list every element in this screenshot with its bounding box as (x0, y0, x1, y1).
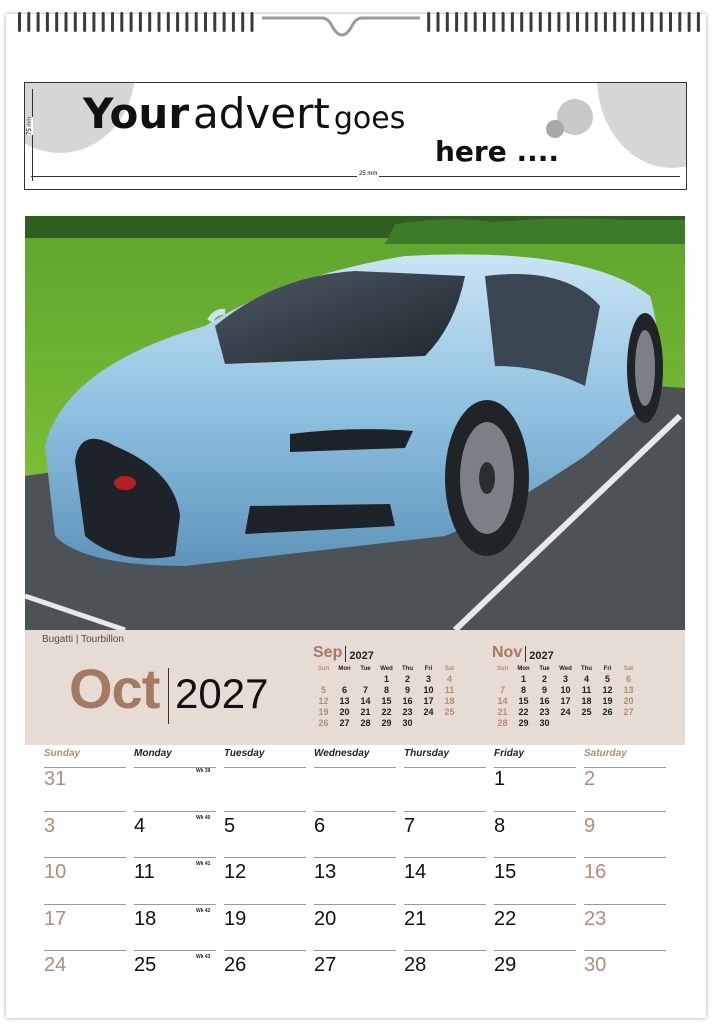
mini-day-cell: 16 (402, 695, 413, 706)
mini-day-cell (313, 673, 334, 684)
day-cell: 28 (404, 954, 427, 976)
mini-day-cell (492, 673, 513, 684)
week-number-label: Wk 40 (196, 814, 211, 821)
advert-word-advert: advert (193, 89, 330, 138)
binding-ring (83, 12, 86, 32)
cell-divider (404, 767, 486, 768)
cell-divider (224, 857, 306, 858)
binding-ring (548, 12, 551, 32)
binding-ring (539, 12, 542, 32)
mini-day-cell: 15 (518, 695, 529, 706)
advert-subline: here .... (435, 135, 560, 168)
binding-ring (241, 12, 244, 32)
binding-ring (502, 12, 505, 32)
week-number-label: Wk 41 (196, 861, 211, 867)
mini-day-cell: 16 (539, 695, 550, 706)
mini-day-cell: 2 (541, 673, 547, 684)
binding-ring (251, 12, 254, 32)
mini-day-cell: 22 (518, 706, 529, 717)
cell-divider (584, 767, 666, 768)
binding-ring (65, 12, 68, 32)
day-cell: 29 (494, 954, 517, 976)
weekday-header-thursday: Thursday (404, 748, 450, 759)
mini-day-cell: 25 (581, 706, 592, 717)
mini-weekday-header: Sat (444, 665, 455, 672)
cell-divider (494, 811, 576, 812)
mini-day-cell (418, 717, 439, 728)
cell-divider (584, 904, 666, 905)
mini-day-cell: 13 (339, 695, 350, 706)
day-cell: 27 (314, 954, 337, 976)
day-cell: 7 (404, 814, 416, 837)
cell-divider (314, 767, 396, 768)
binding-ring (530, 12, 533, 32)
day-cell: 20 (314, 907, 337, 930)
day-cell: 18 (134, 907, 157, 930)
binding-ring (37, 12, 40, 32)
binding-ring (585, 12, 588, 32)
binding-ring (427, 12, 430, 32)
day-cell: 3 (44, 814, 56, 837)
cell-divider (584, 811, 666, 812)
day-cell: 2 (584, 768, 596, 790)
mini-day-cell: 24 (560, 706, 571, 717)
mini-weekday-header: Mon (338, 665, 351, 672)
cell-divider (314, 950, 396, 951)
mini-day-cell: 17 (423, 695, 434, 706)
binding-ring (632, 12, 635, 32)
binding-ring (185, 12, 188, 32)
binding-ring (213, 12, 216, 32)
binding-ring (437, 12, 440, 32)
binding-ring (176, 12, 179, 32)
mini-month-year: 2027 (529, 650, 554, 662)
cell-divider (134, 857, 216, 858)
mini-day-cell: 7 (499, 684, 505, 695)
mini-day-cell: 8 (383, 684, 389, 695)
mini-day-cell: 3 (425, 673, 431, 684)
binding-ring (474, 12, 477, 32)
mini-weekday-header: Wed (559, 665, 572, 672)
mini-day-cell: 23 (402, 706, 413, 717)
mini-day-cell: 2 (404, 673, 410, 684)
mini-weekday-header: Thu (402, 665, 413, 672)
current-month-name: Oct (69, 657, 160, 720)
mini-day-cell: 28 (497, 717, 508, 728)
cell-divider (404, 811, 486, 812)
binding-ring (195, 12, 198, 32)
cell-divider (44, 811, 126, 812)
binding-ring (139, 12, 142, 32)
mini-day-cell: 1 (383, 673, 389, 684)
width-dimension-line (31, 176, 680, 177)
cell-divider (494, 857, 576, 858)
binding-ring (492, 12, 495, 32)
binding-ring (455, 12, 458, 32)
binding-ring (55, 12, 58, 32)
car-illustration (25, 216, 685, 630)
mini-day-cell: 14 (497, 695, 508, 706)
day-cell: 25 (134, 954, 157, 976)
binding-ring (158, 12, 161, 32)
day-cell: 17 (44, 907, 67, 930)
mini-calendar-header (313, 644, 473, 662)
mini-day-cell: 15 (381, 695, 392, 706)
cell-divider (224, 904, 306, 905)
cell-divider (44, 857, 126, 858)
mini-day-cell: 18 (444, 695, 455, 706)
mini-calendar-table (313, 664, 460, 728)
day-cell: 11 (134, 861, 155, 883)
cell-divider (44, 904, 126, 905)
binding-ring (576, 12, 579, 32)
binding-ring (669, 12, 672, 32)
mini-day-cell: 19 (602, 695, 613, 706)
binding-ring (595, 12, 598, 32)
mini-day-cell: 9 (541, 684, 547, 695)
mini-weekday-header: Tue (360, 665, 371, 672)
advert-word-goes: goes (333, 101, 406, 136)
mini-calendar-previous (313, 644, 473, 728)
mini-day-cell: 1 (520, 673, 526, 684)
mini-day-cell (439, 717, 460, 728)
mini-day-cell: 14 (360, 695, 371, 706)
mini-day-cell: 29 (518, 717, 529, 728)
day-cell: 4 (134, 814, 146, 837)
cell-divider (134, 904, 216, 905)
mini-day-cell: 6 (341, 684, 347, 695)
cell-divider (224, 811, 306, 812)
binding-ring (111, 12, 114, 32)
mini-day-cell: 10 (560, 684, 571, 695)
cell-divider (134, 811, 216, 812)
mini-month-name: Nov (492, 644, 523, 661)
binding-ring (650, 12, 653, 32)
binding-ring (567, 12, 570, 32)
binding-ring (660, 12, 663, 32)
cell-divider (224, 767, 306, 768)
binding-ring (18, 12, 21, 32)
mini-day-cell: 20 (339, 706, 350, 717)
binding-ring (613, 12, 616, 32)
mini-day-cell: 5 (604, 673, 610, 684)
cell-divider (404, 950, 486, 951)
cell-divider (314, 857, 396, 858)
week-number-label: Wk 43 (196, 954, 211, 960)
mini-weekday-header: Thu (581, 665, 592, 672)
binding-ring (604, 12, 607, 32)
day-cell: 19 (224, 907, 247, 930)
day-cell: 6 (314, 814, 326, 837)
binding-ring (678, 12, 681, 32)
height-dimension-label: 75 mm (27, 116, 33, 135)
day-cell: 30 (584, 954, 607, 976)
day-cell: 24 (44, 954, 67, 976)
mini-day-cell: 23 (539, 706, 550, 717)
mini-day-cell (355, 673, 376, 684)
week-number-label: Wk 39 (196, 768, 211, 774)
mini-month-divider (345, 646, 346, 662)
mini-day-cell: 29 (381, 717, 392, 728)
day-cell: 16 (584, 861, 607, 883)
month-header-band (25, 630, 685, 745)
cell-divider (584, 950, 666, 951)
mini-day-cell: 3 (562, 673, 568, 684)
decor-circle (597, 82, 687, 168)
binding-ring (464, 12, 467, 32)
binding-ring (511, 12, 514, 32)
binding-ring (223, 12, 226, 32)
mini-day-cell: 4 (583, 673, 589, 684)
cell-divider (404, 857, 486, 858)
binding-ring (27, 12, 30, 32)
day-cell: 9 (584, 814, 596, 837)
day-cell: 21 (404, 907, 427, 930)
day-cell: 14 (404, 861, 427, 883)
weekday-header-wednesday: Wednesday (314, 748, 370, 759)
advert-word-your: Your (83, 89, 190, 138)
cell-divider (224, 950, 306, 951)
mini-weekday-header: Sun (496, 665, 509, 672)
week-number-label: Wk 42 (196, 907, 211, 914)
mini-month-name: Sep (313, 644, 343, 661)
mini-day-cell: 27 (339, 717, 350, 728)
mini-day-cell: 11 (581, 684, 592, 695)
binding-ring (92, 12, 95, 32)
mini-calendar-header (492, 644, 652, 662)
mini-day-cell: 6 (625, 673, 631, 684)
mini-weekday-header: Fri (603, 665, 612, 672)
cell-divider (404, 904, 486, 905)
mini-day-cell: 17 (560, 695, 571, 706)
cell-divider (494, 950, 576, 951)
mini-calendar-next (492, 644, 652, 728)
day-cell: 10 (44, 861, 67, 883)
binding-ring (557, 12, 560, 32)
mini-month-year: 2027 (349, 650, 374, 662)
advert-headline (83, 89, 405, 138)
binding-ring (167, 12, 170, 32)
binding-ring (688, 12, 691, 32)
day-cell: 23 (584, 907, 607, 930)
mini-day-cell: 20 (623, 695, 634, 706)
mini-day-cell: 13 (623, 684, 634, 695)
cell-divider (314, 811, 396, 812)
mini-weekday-header: Sun (317, 665, 330, 672)
car-photo (25, 216, 685, 630)
binding-ring (130, 12, 133, 32)
mini-day-cell: 9 (404, 684, 410, 695)
day-cell: 31 (44, 768, 67, 790)
mini-day-cell: 30 (539, 717, 550, 728)
mini-weekday-header: Wed (380, 665, 393, 672)
binding-ring (232, 12, 235, 32)
binding-ring (74, 12, 77, 32)
cell-divider (314, 904, 396, 905)
day-cell: 5 (224, 814, 236, 837)
binding-ring (148, 12, 151, 32)
binding-ring (520, 12, 523, 32)
weekday-header-friday: Friday (494, 748, 525, 759)
day-cell: 1 (494, 768, 506, 790)
mini-day-cell: 10 (423, 684, 434, 695)
mini-weekday-header: Tue (539, 665, 550, 672)
binding-ring (623, 12, 626, 32)
day-cell: 8 (494, 814, 506, 837)
mini-calendar-table (492, 664, 639, 728)
mini-day-cell: 21 (360, 706, 371, 717)
mini-day-cell: 21 (497, 706, 508, 717)
binding-ring (697, 12, 700, 32)
binding-ring (446, 12, 449, 32)
mini-day-cell: 19 (318, 706, 329, 717)
day-cell: 15 (494, 861, 517, 883)
mini-day-cell: 4 (446, 673, 452, 684)
wire-binding (0, 0, 714, 40)
day-cell: 22 (494, 907, 517, 930)
day-cell: 13 (314, 861, 337, 883)
cell-divider (584, 857, 666, 858)
weekday-header-sunday: Sunday (44, 748, 81, 759)
mini-day-cell: 26 (602, 706, 613, 717)
mini-weekday-header: Sat (623, 665, 634, 672)
month-divider (168, 668, 169, 724)
mini-day-cell: 8 (520, 684, 526, 695)
mini-day-cell (597, 717, 618, 728)
binding-ring (120, 12, 123, 32)
advert-box (24, 82, 687, 190)
mini-day-cell: 27 (623, 706, 634, 717)
mini-day-cell: 25 (444, 706, 455, 717)
weekday-header-monday: Monday (134, 748, 172, 759)
mini-day-cell: 28 (360, 717, 371, 728)
cell-divider (44, 950, 126, 951)
mini-day-cell: 11 (444, 684, 455, 695)
mini-month-divider (525, 646, 526, 662)
mini-day-cell: 18 (581, 695, 592, 706)
day-cell: 26 (224, 954, 247, 976)
binding-ring (483, 12, 486, 32)
height-dimension-line (32, 89, 33, 181)
weekday-header-saturday: Saturday (584, 748, 627, 759)
mini-day-cell: 7 (362, 684, 368, 695)
mini-day-cell: 12 (318, 695, 329, 706)
mini-day-cell (334, 673, 355, 684)
mini-weekday-header: Mon (517, 665, 530, 672)
mini-day-cell: 5 (320, 684, 326, 695)
width-dimension-label: 25 mm (359, 171, 378, 177)
binding-ring (102, 12, 105, 32)
mini-day-cell (618, 717, 639, 728)
mini-day-cell: 22 (381, 706, 392, 717)
mini-day-cell: 24 (423, 706, 434, 717)
day-cell: 12 (224, 861, 247, 883)
current-month-year: 2027 (175, 670, 269, 717)
photo-caption: Bugatti | Tourbillon (42, 634, 124, 645)
binding-ring (46, 12, 49, 32)
cell-divider (494, 767, 576, 768)
binding-ring (204, 12, 207, 32)
mini-day-cell: 30 (402, 717, 413, 728)
mini-day-cell (555, 717, 576, 728)
mini-day-cell (576, 717, 597, 728)
cell-divider (134, 950, 216, 951)
weekday-header-tuesday: Tuesday (224, 748, 265, 759)
mini-day-cell: 12 (602, 684, 613, 695)
binding-ring (641, 12, 644, 32)
cell-divider (494, 904, 576, 905)
mini-day-cell: 26 (318, 717, 329, 728)
mini-weekday-header: Fri (424, 665, 433, 672)
